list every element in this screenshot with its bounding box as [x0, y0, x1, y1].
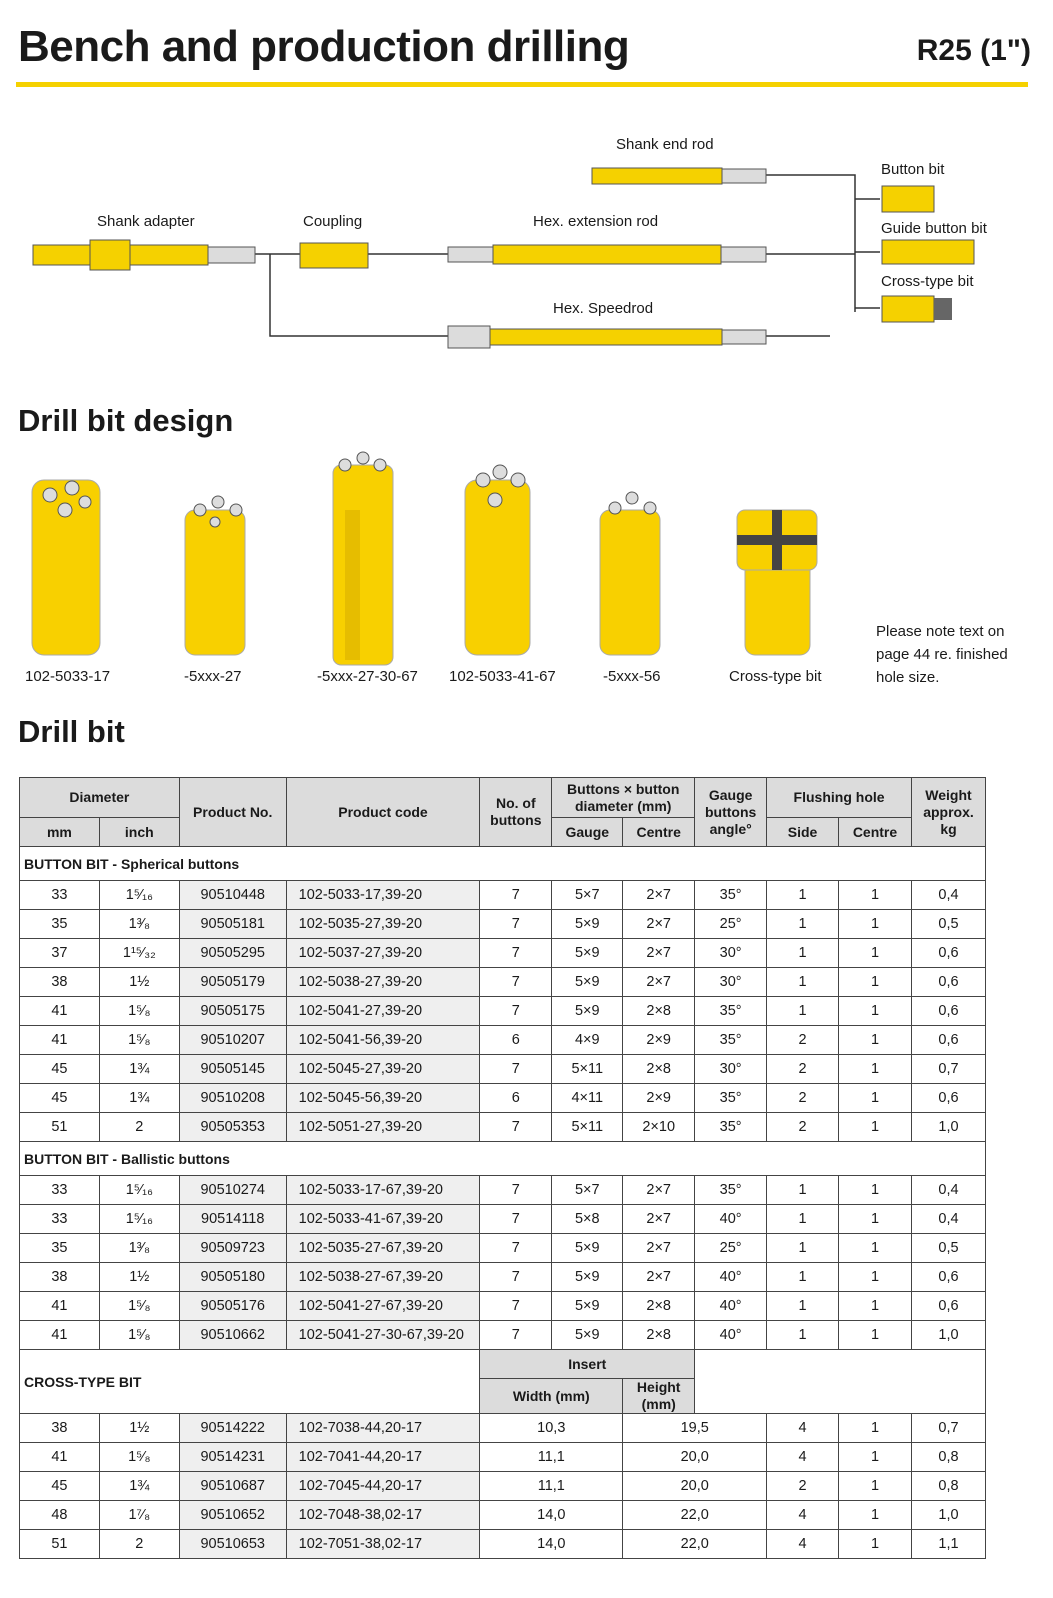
centre-cell: 2×9 [623, 1084, 695, 1113]
drill-bit-design-heading: Drill bit design [18, 403, 234, 438]
side-cell: 1 [767, 1234, 839, 1263]
flush-centre-cell: 1 [839, 1501, 912, 1530]
product-no-cell: 90514231 [179, 1443, 286, 1472]
inch-cell: 1⁵⁄₈ [99, 1026, 179, 1055]
centre-cell: 2×7 [623, 1205, 695, 1234]
table-row [20, 1530, 986, 1559]
table-row [20, 881, 986, 910]
mm-cell: 41 [20, 1443, 100, 1472]
product-no-cell: 90510687 [179, 1472, 286, 1501]
title-rule [16, 82, 1028, 87]
table-row [20, 1501, 986, 1530]
inch-cell: 1¹⁵⁄₃₂ [99, 939, 179, 968]
inch-cell: 1³⁄₈ [99, 1234, 179, 1263]
table-row [20, 997, 986, 1026]
product-no-cell: 90510662 [179, 1321, 286, 1350]
insert-width-cell: 10,3 [480, 1414, 623, 1443]
flush-centre-cell: 1 [839, 1055, 912, 1084]
centre-cell: 2×8 [623, 1321, 695, 1350]
hex-extension-rod-shape [448, 245, 766, 264]
inch-cell: 1¾ [99, 1055, 179, 1084]
cross-type-header-row [20, 1350, 986, 1379]
centre-cell: 2×7 [623, 939, 695, 968]
flush-centre-cell: 1 [839, 939, 912, 968]
product-no-cell: 90505179 [179, 968, 286, 997]
no-of-buttons-cell: 7 [480, 1234, 552, 1263]
product-no-cell: 90505175 [179, 997, 286, 1026]
side-cell: 2 [767, 1113, 839, 1142]
product-no-cell: 90505176 [179, 1292, 286, 1321]
shank-end-rod-label: Shank end rod [616, 136, 714, 153]
no-of-buttons-cell: 7 [480, 1176, 552, 1205]
no-of-buttons-cell: 7 [480, 1113, 552, 1142]
angle-cell: 40° [695, 1292, 767, 1321]
table-row [20, 1113, 986, 1142]
product-code-cell: 102-5035-27-67,39-20 [286, 1234, 480, 1263]
side-cell: 1 [767, 1263, 839, 1292]
shank-adapter-label: Shank adapter [97, 213, 195, 230]
product-code-cell: 102-7045-44,20-17 [286, 1472, 480, 1501]
gauge-cell: 5×9 [552, 968, 623, 997]
gauge-cell: 5×9 [552, 939, 623, 968]
weight-cell: 0,6 [911, 939, 985, 968]
gauge-cell: 4×9 [552, 1026, 623, 1055]
inch-header: inch [99, 818, 179, 847]
mm-cell: 45 [20, 1055, 100, 1084]
weight-cell: 0,5 [911, 1234, 985, 1263]
centre-cell: 2×9 [623, 1026, 695, 1055]
hex-extension-rod-label: Hex. extension rod [533, 213, 659, 230]
bit-5xxx-27-image [185, 496, 245, 655]
insert-height-cell: 20,0 [623, 1472, 767, 1501]
inch-cell: 1⁵⁄₁₆ [99, 1205, 179, 1234]
gauge-cell: 5×9 [552, 1234, 623, 1263]
table-row [20, 1443, 986, 1472]
page-title: Bench and production drilling [18, 22, 630, 71]
table-row [20, 1292, 986, 1321]
product-no-cell: 90505295 [179, 939, 286, 968]
table-row [20, 1176, 986, 1205]
product-no-cell: 90510274 [179, 1176, 286, 1205]
side-cell: 2 [767, 1055, 839, 1084]
angle-cell: 35° [695, 881, 767, 910]
product-code-cell: 102-5033-41-67,39-20 [286, 1205, 480, 1234]
centre-cell: 2×7 [623, 1234, 695, 1263]
bit-caption-3: -5xxx-27-30-67 [317, 668, 418, 685]
bit-caption-4: 102-5033-41-67 [449, 668, 556, 685]
product-code-cell: 102-5051-27,39-20 [286, 1113, 480, 1142]
product-code-cell: 102-7038-44,20-17 [286, 1414, 480, 1443]
weight-cell: 0,6 [911, 1263, 985, 1292]
mm-cell: 51 [20, 1113, 100, 1142]
flush-centre-cell: 1 [839, 1263, 912, 1292]
mm-cell: 35 [20, 1234, 100, 1263]
product-code-cell: 102-5035-27,39-20 [286, 910, 480, 939]
product-code-cell: 102-5038-27-67,39-20 [286, 1263, 480, 1292]
inch-cell: 1³⁄₈ [99, 910, 179, 939]
flushing-hole-header: Flushing hole [767, 778, 912, 818]
flush-centre-cell: 1 [839, 1205, 912, 1234]
insert-width-cell: 14,0 [480, 1530, 623, 1559]
gauge-cell: 5×9 [552, 1292, 623, 1321]
weight-cell: 1,0 [911, 1501, 985, 1530]
mm-cell: 33 [20, 1205, 100, 1234]
insert-height-cell: 20,0 [623, 1443, 767, 1472]
centre-cell: 2×8 [623, 1055, 695, 1084]
inch-cell: 1⁷⁄₈ [99, 1501, 179, 1530]
shank-end-rod-shape [592, 168, 766, 184]
inch-cell: 2 [99, 1113, 179, 1142]
section-title [20, 1142, 986, 1176]
blank-cell [695, 1350, 986, 1414]
flush-centre-cell: 1 [839, 1084, 912, 1113]
no-of-buttons-cell: 6 [480, 1026, 552, 1055]
hex-speedrod-shape [448, 326, 766, 348]
inch-cell: 1⁵⁄₈ [99, 1443, 179, 1472]
side-cell: 1 [767, 968, 839, 997]
mm-cell: 45 [20, 1472, 100, 1501]
section-title-bold: BUTTON BIT [24, 855, 109, 872]
gauge-cell: 5×11 [552, 1055, 623, 1084]
drill-bit-heading: Drill bit [18, 714, 125, 749]
mm-cell: 38 [20, 1414, 100, 1443]
flush-centre-cell: 1 [839, 1530, 912, 1559]
height-header: Height (mm) [623, 1379, 695, 1414]
bit-caption-1: 102-5033-17 [25, 668, 111, 685]
product-code-cell: 102-7041-44,20-17 [286, 1443, 480, 1472]
product-code-cell: 102-5045-27,39-20 [286, 1055, 480, 1084]
insert-height-cell: 22,0 [623, 1530, 767, 1559]
inch-cell: 1¾ [99, 1084, 179, 1113]
no-of-buttons-cell: 7 [480, 968, 552, 997]
table-row [20, 1084, 986, 1113]
table-row [20, 1414, 986, 1443]
mm-cell: 33 [20, 1176, 100, 1205]
weight-cell: 0,5 [911, 910, 985, 939]
inch-cell: 1⁵⁄₈ [99, 1292, 179, 1321]
side-cell: 1 [767, 881, 839, 910]
side-cell: 1 [767, 1176, 839, 1205]
weight-cell: 0,6 [911, 968, 985, 997]
product-no-cell: 90505353 [179, 1113, 286, 1142]
mm-cell: 45 [20, 1084, 100, 1113]
no-of-buttons-header: No. of buttons [480, 778, 552, 847]
centre-cell: 2×8 [623, 1292, 695, 1321]
flush-centre-cell: 1 [839, 881, 912, 910]
flush-centre-cell: 1 [839, 968, 912, 997]
side-cell: 2 [767, 1472, 839, 1501]
flush-centre-cell: 1 [839, 1113, 912, 1142]
mm-cell: 35 [20, 910, 100, 939]
inch-cell: 1⁵⁄₈ [99, 1321, 179, 1350]
insert-width-cell: 14,0 [480, 1501, 623, 1530]
gauge-cell: 5×9 [552, 910, 623, 939]
mm-cell: 41 [20, 1292, 100, 1321]
side-cell: 1 [767, 939, 839, 968]
product-no-cell: 90510653 [179, 1530, 286, 1559]
product-code-cell: 102-7051-38,02-17 [286, 1530, 480, 1559]
weight-cell: 0,6 [911, 1084, 985, 1113]
product-code-cell: 102-5038-27,39-20 [286, 968, 480, 997]
flush-centre-cell: 1 [839, 1414, 912, 1443]
flush-centre-cell: 1 [839, 1472, 912, 1501]
flush-centre-cell: 1 [839, 1292, 912, 1321]
gauge-angle-header: Gauge buttons angle° [695, 778, 767, 847]
no-of-buttons-cell: 7 [480, 1055, 552, 1084]
centre-cell: 2×10 [623, 1113, 695, 1142]
mm-cell: 51 [20, 1530, 100, 1559]
mm-cell: 48 [20, 1501, 100, 1530]
no-of-buttons-cell: 7 [480, 881, 552, 910]
cross-type-bit-image [737, 510, 817, 655]
product-no-cell: 90505181 [179, 910, 286, 939]
cross-type-bit-label: Cross-type bit [881, 273, 974, 290]
mm-cell: 38 [20, 1263, 100, 1292]
table-row [20, 1026, 986, 1055]
drill-string-diagram [0, 100, 1053, 380]
diameter-header: Diameter [20, 778, 180, 818]
section-title-bold: BUTTON BIT [24, 1150, 109, 1167]
angle-cell: 25° [695, 910, 767, 939]
weight-cell: 0,7 [911, 1055, 985, 1084]
coupling-shape [300, 243, 368, 268]
weight-cell: 1,0 [911, 1113, 985, 1142]
flush-centre-cell: 1 [839, 997, 912, 1026]
inch-cell: 1¾ [99, 1472, 179, 1501]
product-code-cell: 102-5041-27-67,39-20 [286, 1292, 480, 1321]
weight-cell: 0,4 [911, 1205, 985, 1234]
product-code-header: Product code [286, 778, 480, 847]
section-row [20, 1142, 986, 1176]
flush-centre-cell: 1 [839, 1026, 912, 1055]
angle-cell: 35° [695, 1176, 767, 1205]
gauge-cell: 5×11 [552, 1113, 623, 1142]
bit-caption-5: -5xxx-56 [603, 668, 661, 685]
table-row [20, 1055, 986, 1084]
gauge-cell: 5×7 [552, 1176, 623, 1205]
inch-cell: 1⁵⁄₁₆ [99, 881, 179, 910]
weight-cell: 1,0 [911, 1321, 985, 1350]
angle-cell: 30° [695, 1055, 767, 1084]
flush-centre-cell: 1 [839, 1443, 912, 1472]
mm-cell: 41 [20, 1321, 100, 1350]
section-title-rest: - Ballistic buttons [108, 1150, 230, 1167]
table-row [20, 939, 986, 968]
weight-cell: 1,1 [911, 1530, 985, 1559]
weight-cell: 0,4 [911, 881, 985, 910]
finished-hole-size-note: Please note text on page 44 re. finished hole size. [876, 623, 1008, 686]
angle-cell: 40° [695, 1321, 767, 1350]
product-code-cell: 102-5041-27-30-67,39-20 [286, 1321, 480, 1350]
side-cell: 2 [767, 1026, 839, 1055]
angle-cell: 35° [695, 997, 767, 1026]
no-of-buttons-cell: 7 [480, 1321, 552, 1350]
thread-size-tag: R25 (1") [916, 34, 1031, 67]
angle-cell: 35° [695, 1026, 767, 1055]
cross-type-bit-shape [882, 296, 934, 322]
table-row [20, 1321, 986, 1350]
guide-button-bit-label: Guide button bit [881, 220, 987, 237]
inch-cell: 1⁵⁄₈ [99, 997, 179, 1026]
weight-cell: 0,4 [911, 1176, 985, 1205]
bit-caption-2: -5xxx-27 [184, 668, 242, 685]
no-of-buttons-cell: 6 [480, 1084, 552, 1113]
section-title [20, 847, 986, 881]
section-title-rest: - Spherical buttons [108, 855, 240, 872]
weight-cell: 0,6 [911, 997, 985, 1026]
gauge-cell: 5×9 [552, 1321, 623, 1350]
centre-cell: 2×8 [623, 997, 695, 1026]
insert-width-cell: 11,1 [480, 1472, 623, 1501]
product-no-cell: 90505180 [179, 1263, 286, 1292]
angle-cell: 30° [695, 939, 767, 968]
flush-centre-cell: 1 [839, 1234, 912, 1263]
weight-cell: 0,8 [911, 1443, 985, 1472]
insert-header: Insert [480, 1350, 695, 1379]
product-no-header: Product No. [179, 778, 286, 847]
inch-cell: 1⁵⁄₁₆ [99, 1176, 179, 1205]
side-cell: 1 [767, 997, 839, 1026]
weight-cell: 0,8 [911, 1472, 985, 1501]
centre-cell: 2×7 [623, 881, 695, 910]
side-cell: 1 [767, 910, 839, 939]
insert-height-cell: 22,0 [623, 1501, 767, 1530]
flush-centre-cell: 1 [839, 1176, 912, 1205]
weight-cell: 0,7 [911, 1414, 985, 1443]
no-of-buttons-cell: 7 [480, 910, 552, 939]
insert-width-cell: 11,1 [480, 1443, 623, 1472]
table-row [20, 1234, 986, 1263]
product-no-cell: 90510652 [179, 1501, 286, 1530]
angle-cell: 35° [695, 1084, 767, 1113]
no-of-buttons-cell: 7 [480, 1205, 552, 1234]
gauge-cell: 4×11 [552, 1084, 623, 1113]
mm-cell: 33 [20, 881, 100, 910]
drill-bit-table [19, 777, 986, 1559]
product-no-cell: 90514222 [179, 1414, 286, 1443]
table-row [20, 1263, 986, 1292]
mm-cell: 37 [20, 939, 100, 968]
product-no-cell: 90505145 [179, 1055, 286, 1084]
angle-cell: 40° [695, 1205, 767, 1234]
product-code-cell: 102-5033-17,39-20 [286, 881, 480, 910]
product-no-cell: 90509723 [179, 1234, 286, 1263]
bit-5xxx-27-30-67-image [333, 452, 393, 665]
product-code-cell: 102-5041-56,39-20 [286, 1026, 480, 1055]
side-cell: 1 [767, 1205, 839, 1234]
bit-102-5033-41-67-image [465, 465, 530, 655]
table-row [20, 910, 986, 939]
no-of-buttons-cell: 7 [480, 1263, 552, 1292]
angle-cell: 40° [695, 1263, 767, 1292]
bit-102-5033-17-image [32, 480, 100, 655]
table-row [20, 968, 986, 997]
bit-caption-6: Cross-type bit [729, 668, 822, 685]
product-no-cell: 90510207 [179, 1026, 286, 1055]
gauge-cell: 5×8 [552, 1205, 623, 1234]
bit-5xxx-56-image [600, 492, 660, 655]
product-no-cell: 90510208 [179, 1084, 286, 1113]
side-cell: 1 [767, 1321, 839, 1350]
inch-cell: 1½ [99, 1414, 179, 1443]
flush-centre-cell: 1 [839, 910, 912, 939]
angle-cell: 35° [695, 1113, 767, 1142]
no-of-buttons-cell: 7 [480, 939, 552, 968]
gauge-cell: 5×9 [552, 997, 623, 1026]
button-bit-label: Button bit [881, 161, 945, 178]
flush-centre-cell: 1 [839, 1321, 912, 1350]
side-cell: 2 [767, 1084, 839, 1113]
hex-speedrod-label: Hex. Speedrod [553, 300, 654, 317]
product-code-cell: 102-5033-17-67,39-20 [286, 1176, 480, 1205]
side-cell: 1 [767, 1292, 839, 1321]
section-row [20, 847, 986, 881]
inch-cell: 1½ [99, 968, 179, 997]
angle-cell: 30° [695, 968, 767, 997]
angle-cell: 25° [695, 1234, 767, 1263]
no-of-buttons-cell: 7 [480, 1292, 552, 1321]
guide-button-bit-shape [882, 240, 974, 264]
side-header: Side [767, 818, 839, 847]
buttons-diameter-header: Buttons × button diameter (mm) [552, 778, 695, 818]
side-cell: 4 [767, 1501, 839, 1530]
side-cell: 4 [767, 1530, 839, 1559]
product-no-cell: 90510448 [179, 881, 286, 910]
centre-cell: 2×7 [623, 968, 695, 997]
weight-cell: 0,6 [911, 1026, 985, 1055]
shank-adapter-shape [33, 240, 255, 270]
centre-header: Centre [623, 818, 695, 847]
inch-cell: 1½ [99, 1263, 179, 1292]
table-row [20, 1472, 986, 1501]
coupling-label: Coupling [303, 213, 363, 230]
weight-cell: 0,6 [911, 1292, 985, 1321]
product-code-cell: 102-5041-27,39-20 [286, 997, 480, 1026]
gauge-header: Gauge [552, 818, 623, 847]
button-bit-shape [882, 186, 934, 212]
gauge-cell: 5×9 [552, 1263, 623, 1292]
mm-header: mm [20, 818, 100, 847]
mm-cell: 38 [20, 968, 100, 997]
insert-height-cell: 19,5 [623, 1414, 767, 1443]
product-code-cell: 102-5045-56,39-20 [286, 1084, 480, 1113]
weight-header: Weight approx. kg [911, 778, 985, 847]
centre-cell: 2×7 [623, 1263, 695, 1292]
cross-type-title: CROSS-TYPE BIT [20, 1350, 480, 1414]
gauge-cell: 5×7 [552, 881, 623, 910]
product-code-cell: 102-5037-27,39-20 [286, 939, 480, 968]
flush-centre-header: Centre [839, 818, 912, 847]
side-cell: 4 [767, 1414, 839, 1443]
table-row [20, 1205, 986, 1234]
inch-cell: 2 [99, 1530, 179, 1559]
mm-cell: 41 [20, 1026, 100, 1055]
width-header: Width (mm) [480, 1379, 623, 1414]
mm-cell: 41 [20, 997, 100, 1026]
side-cell: 4 [767, 1443, 839, 1472]
centre-cell: 2×7 [623, 1176, 695, 1205]
centre-cell: 2×7 [623, 910, 695, 939]
no-of-buttons-cell: 7 [480, 997, 552, 1026]
product-code-cell: 102-7048-38,02-17 [286, 1501, 480, 1530]
product-no-cell: 90514118 [179, 1205, 286, 1234]
